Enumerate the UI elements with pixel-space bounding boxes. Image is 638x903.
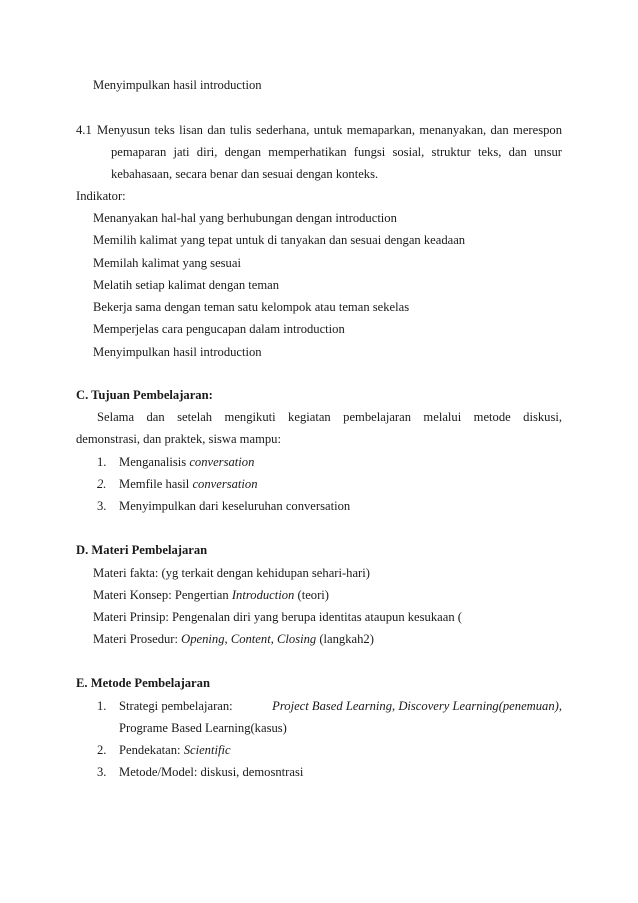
- kd-line-1: Menyusun teks lisan dan tulis sederhana, untuk memaparkan, menanyakan, dan merespon: [97, 123, 562, 137]
- text-run: Materi Prosedur:: [93, 632, 182, 646]
- list-number: 3.: [97, 499, 107, 513]
- text-emphasis: Introduction: [231, 588, 295, 602]
- text-run: Materi Konsep: Pengertian: [93, 588, 232, 602]
- top-summary-line: Menyimpulkan hasil introduction: [93, 78, 262, 92]
- list-text: Memfile hasil: [119, 477, 193, 491]
- indikator-item: Memilih kalimat yang tepat untuk di tanyakan dan sesuai dengan keadaan: [93, 233, 466, 247]
- metode-item-1-continuation: Programe Based Learning(kasus): [119, 721, 287, 735]
- list-number: 3.: [97, 765, 107, 779]
- kd-line-2: pemaparan jati diri, dengan memperhatikan fungsi sosial, struktur teks, dan unsur: [111, 145, 562, 159]
- text-run: Metode/Model: diskusi, demosntrasi: [119, 765, 304, 779]
- tujuan-item-3: [97, 495, 350, 517]
- kd-number: 4.1: [76, 123, 92, 137]
- indikator-item: Bekerja sama dengan teman satu kelompok atau teman sekelas: [93, 300, 410, 314]
- metode-item-3: [97, 761, 303, 783]
- materi-fakta: Materi fakta: (yg terkait dengan kehidupan sehari-hari): [93, 566, 370, 580]
- list-number: 2.: [97, 743, 107, 757]
- tujuan-intro-line-1: Selama dan setelah mengikuti kegiatan pembelajaran melalui metode diskusi,: [97, 410, 562, 424]
- list-text: Menganalisis: [119, 455, 190, 469]
- tujuan-item-2: [97, 473, 258, 495]
- text-run: (langkah2): [316, 632, 374, 646]
- list-number: 1.: [97, 455, 107, 469]
- text-emphasis: Scientific: [183, 743, 231, 757]
- text-run: (teori): [294, 588, 329, 602]
- indikator-heading: Indikator:: [76, 189, 126, 203]
- materi-prinsip: Materi Prinsip: Pengenalan diri yang berupa identitas ataupun kesukaan (: [93, 610, 462, 624]
- materi-konsep: [93, 584, 329, 606]
- tujuan-intro-line-2: demonstrasi, dan praktek, siswa mampu:: [76, 432, 281, 446]
- indikator-item: Memilah kalimat yang sesuai: [93, 256, 241, 270]
- text-emphasis: Closing: [277, 632, 317, 646]
- text-emphasis: Project Based Learning: [272, 699, 393, 713]
- text-emphasis: Content: [230, 632, 271, 646]
- indikator-item: Memperjelas cara pengucapan dalam introduction: [93, 322, 345, 336]
- materi-heading: D. Materi Pembelajaran: [76, 543, 208, 557]
- text-run: ,: [224, 632, 231, 646]
- indikator-item: Menyimpulkan hasil introduction: [93, 345, 262, 359]
- list-emphasis: conversation: [192, 477, 258, 491]
- materi-prosedur: [93, 628, 374, 650]
- text-run: ,: [558, 699, 562, 713]
- list-number: 2.: [97, 477, 107, 491]
- metode-item-2: [97, 739, 231, 761]
- list-text: [119, 695, 562, 717]
- list-text: Menyimpulkan dari keseluruhan conversation: [119, 499, 351, 513]
- text-run: Strategi pembelajaran:: [119, 699, 233, 713]
- metode-heading: E. Metode Pembelajaran: [76, 676, 210, 690]
- text-emphasis: Discovery Learning(penemuan): [398, 699, 559, 713]
- kd-line-3: kebahasaan, secara benar dan sesuai dengan konteks.: [111, 167, 379, 181]
- indikator-item: Menanyakan hal-hal yang berhubungan dengan introduction: [93, 211, 397, 225]
- text-run: ,: [270, 632, 277, 646]
- metode-item-1: [97, 695, 562, 717]
- text-run: Pendekatan:: [119, 743, 184, 757]
- list-number: 1.: [97, 699, 107, 713]
- strategy-emphasis: [272, 695, 562, 717]
- tujuan-item-1: [97, 451, 254, 473]
- text-run: ,: [392, 699, 399, 713]
- indikator-item: Melatih setiap kalimat dengan teman: [93, 278, 280, 292]
- tujuan-heading: C. Tujuan Pembelajaran:: [76, 388, 213, 402]
- list-emphasis: conversation: [189, 455, 255, 469]
- text-emphasis: Opening: [181, 632, 225, 646]
